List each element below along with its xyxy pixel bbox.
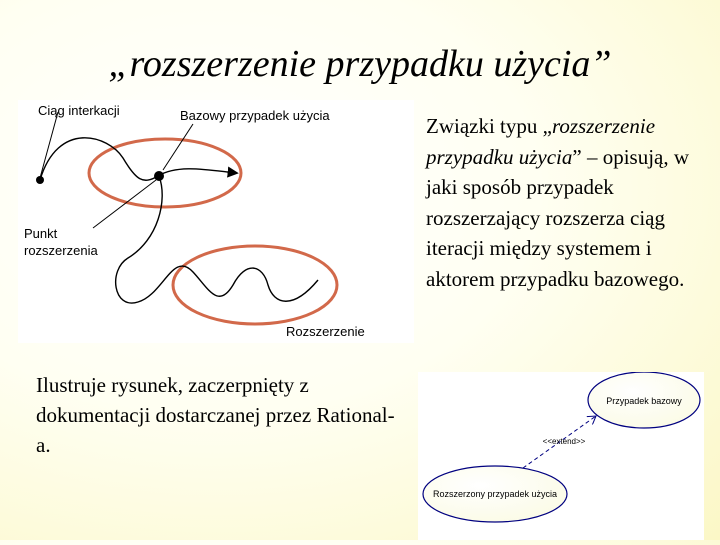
extension-sequence-diagram [18, 100, 414, 343]
sequence-label: Ciąg interkacji [38, 103, 120, 118]
base-usecase-node-label: Przypadek bazowy [606, 396, 682, 406]
extension-ellipse [173, 246, 337, 324]
extension-branch-path [116, 176, 318, 303]
extend-stereotype-label: <<extend>> [542, 437, 586, 446]
extension-point-dot [154, 171, 164, 181]
point-pointer-line [93, 180, 156, 228]
description-part1: Związki typu „ [426, 114, 552, 138]
base-usecase-label: Bazowy przypadek użycia [180, 108, 330, 123]
sequence-pointer-line [40, 112, 58, 178]
extending-usecase-node-label: Rozszerzony przypadek użycia [432, 489, 558, 499]
caption-text: Ilustruje rysunek, zaczerpnięty z dokumentacji dostarczanej przez Rational-a. [36, 373, 395, 457]
extension-label: Rozszerzenie [286, 324, 365, 339]
base-pointer-line [163, 124, 193, 170]
slide-title: „rozszerzenie przypadku użycia” [108, 43, 612, 85]
description-part2: ” – opisują, w jaki sposób przypadek rozszerzający rozszerza ciąg iteracji między systemem i aktorem przypadku bazowego. [426, 144, 690, 291]
description-text [426, 111, 714, 294]
description-term: rozszerzenie przypadku użycia [426, 114, 656, 169]
sequence-start-dot [36, 176, 44, 184]
uml-extend-diagram [418, 372, 704, 540]
extension-point-label-1: Punkt [24, 226, 58, 241]
extension-point-label-2: rozszerzenia [24, 243, 98, 258]
